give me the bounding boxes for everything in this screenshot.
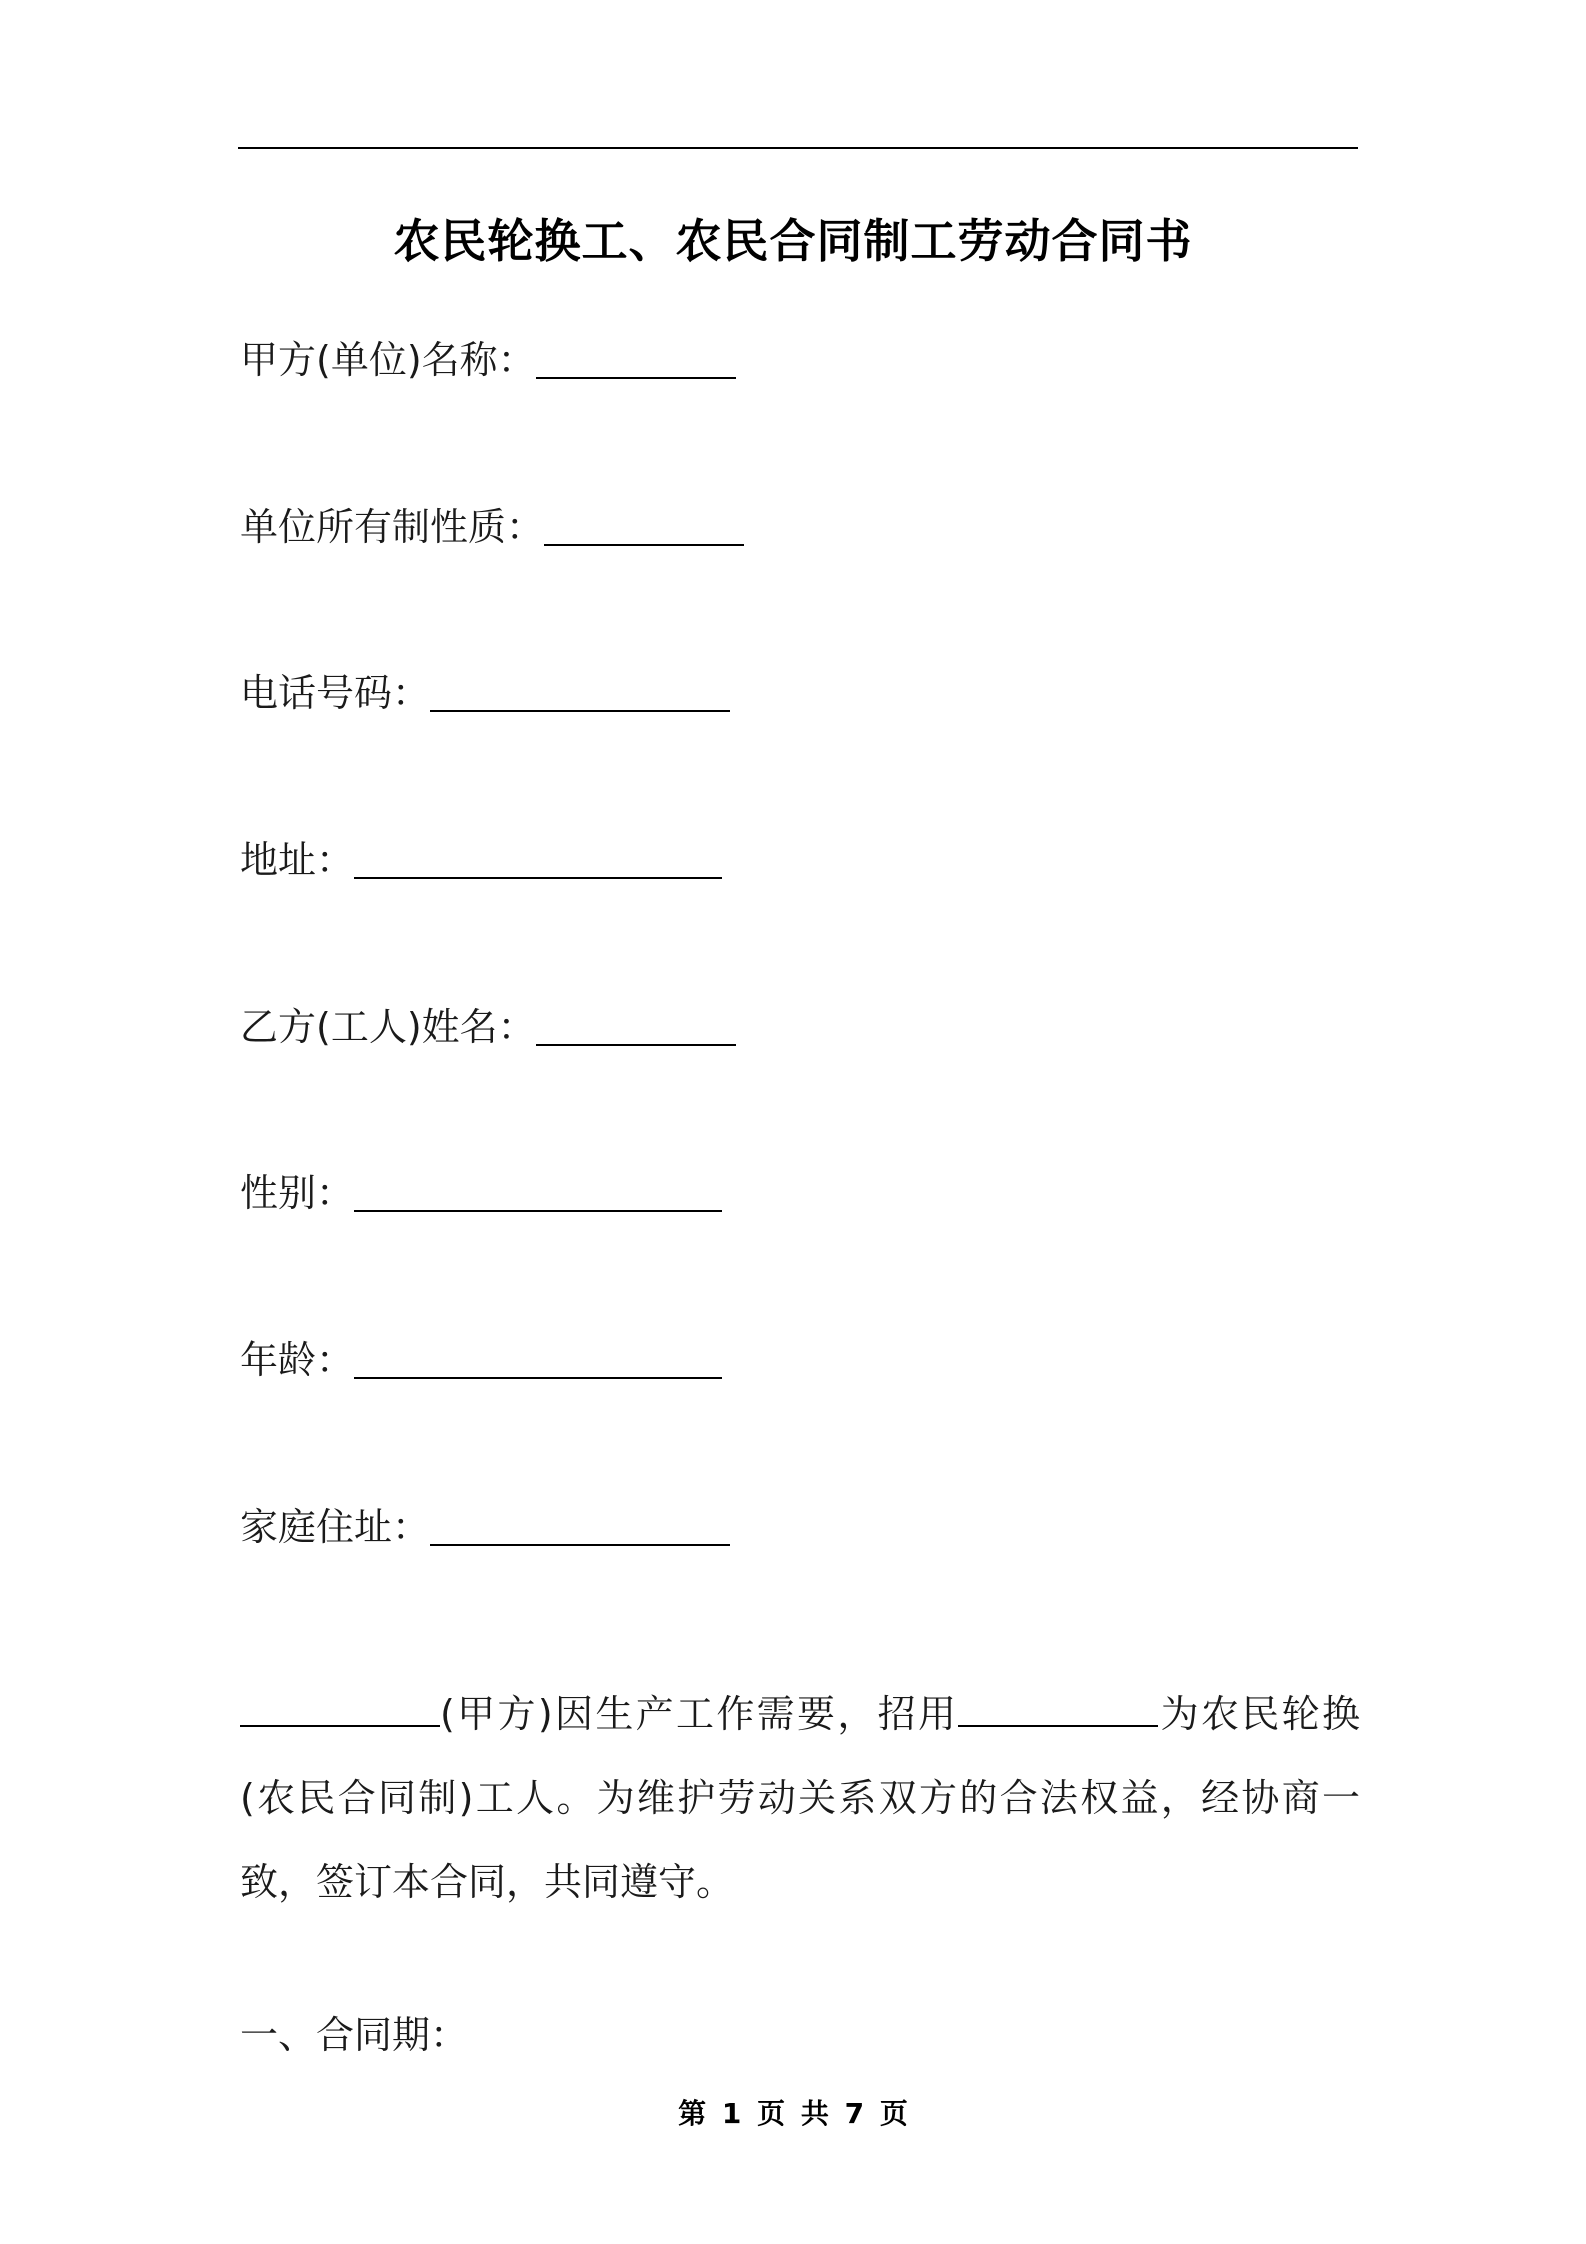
- header-rule: [238, 147, 1358, 149]
- field-label: 甲方(单位)名称：: [240, 338, 536, 382]
- field-label: 乙方(工人)姓名：: [240, 1005, 536, 1049]
- field-label: 年龄：: [240, 1338, 355, 1382]
- field-gender: [240, 1168, 722, 1218]
- fill-in-blank[interactable]: [430, 672, 730, 712]
- intro-paragraph: [240, 1672, 1360, 1924]
- field-address: [240, 835, 722, 885]
- field-party-b-name: [240, 1002, 736, 1052]
- field-label: 性别：: [240, 1171, 355, 1215]
- fill-in-blank[interactable]: [354, 1172, 722, 1212]
- field-phone-number: [240, 668, 730, 718]
- page-footer: 第 1 页 共 7 页: [678, 2097, 908, 2130]
- fill-in-blank-party-b[interactable]: [958, 1687, 1158, 1727]
- fill-in-blank[interactable]: [536, 1006, 736, 1046]
- section-heading-contract-term: 一、合同期：: [240, 2013, 469, 2057]
- field-label: 家庭住址：: [240, 1505, 431, 1549]
- document-title: 农民轮换工、农民合同制工劳动合同书: [393, 214, 1193, 268]
- field-label: 单位所有制性质：: [240, 505, 545, 549]
- fill-in-blank-party-a[interactable]: [240, 1687, 440, 1727]
- field-age: [240, 1335, 722, 1385]
- fill-in-blank[interactable]: [354, 839, 722, 879]
- intro-text-part1: (甲方)因生产工作需要，招用: [440, 1692, 959, 1736]
- fill-in-blank[interactable]: [544, 506, 744, 546]
- field-party-a-name: [240, 335, 736, 385]
- fill-in-blank[interactable]: [536, 339, 736, 379]
- field-label: 地址：: [240, 838, 355, 882]
- field-label: 电话号码：: [240, 671, 431, 715]
- field-home-address: [240, 1502, 730, 1552]
- fill-in-blank[interactable]: [354, 1339, 722, 1379]
- fill-in-blank[interactable]: [430, 1506, 730, 1546]
- field-ownership-nature: [240, 502, 744, 552]
- intro-text-part2: 为农民轮换(农民合同制)工人。为维护劳动关系双方的合法权益，经协商一致，签订本合同，共同遵守。: [240, 1692, 1360, 1904]
